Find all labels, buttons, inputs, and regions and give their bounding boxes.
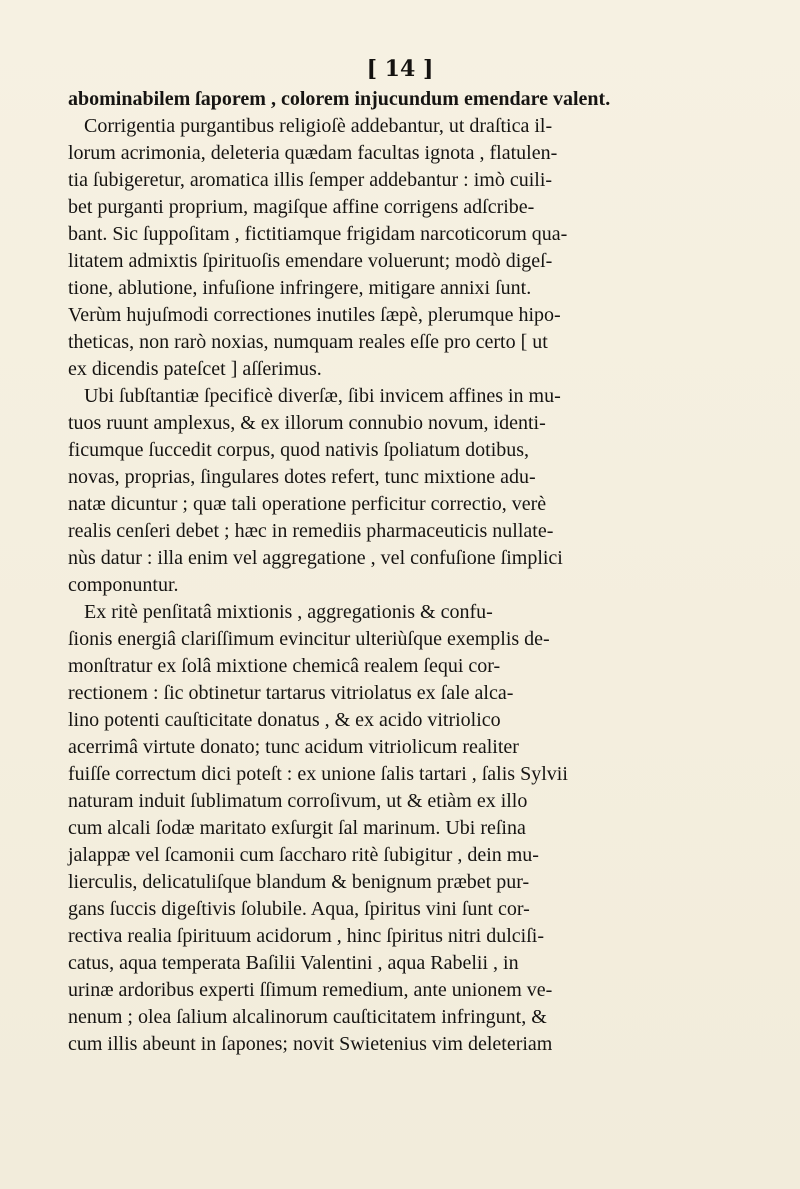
text-line: componuntur. [68,574,179,596]
text-line: natæ dicuntur ; quæ tali operatione perficitur correctio, verè [68,493,547,515]
text-line: ſionis energiâ clariſſimum evincitur ulteriùſque exemplis de- [68,628,550,650]
text-line: cum illis abeunt in ſapones; novit Swietenius vim deleteriam [68,1033,553,1055]
text-line: nenum ; olea ſalium alcalinorum cauſticitatem infringunt, & [68,1006,547,1028]
text-line: lorum acrimonia, deleteria quædam facultas ignota , flatulen- [68,142,558,164]
text-line: jalappæ vel ſcamonii cum ſaccharo ritè ſubigitur , dein mu- [68,844,539,866]
text-line: rectionem : ſic obtinetur tartarus vitriolatus ex ſale alca- [68,682,514,704]
text-line: Ex ritè penſitatâ mixtionis , aggregationis & confu- [84,601,493,623]
text-line: acerrimâ virtute donato; tunc acidum vitriolicum realiter [68,736,519,758]
text-line: realis cenſeri debet ; hæc in remediis pharmaceuticis nullate- [68,520,554,542]
text-line: gans ſuccis digeſtivis ſolubile. Aqua, ſpiritus vini ſunt cor- [68,898,530,920]
text-line: tia ſubigeretur, aromatica illis ſemper addebantur : imò cuili- [68,169,553,191]
text-line: urinæ ardoribus experti ſſimum remedium, ante unionem ve- [68,979,553,1001]
text-line: lino potenti cauſticitate donatus , & ex acido vitriolico [68,709,501,731]
text-line: Corrigentia purgantibus religioſè addebantur, ut draſtica il- [84,115,553,137]
text-line: cum alcali ſodæ maritato exſurgit ſal marinum. Ubi reſina [68,817,526,839]
text-line: novas, proprias, ſingulares dotes refert, tunc mixtione adu- [68,466,536,488]
page-number: [ 14 ] [366,56,434,82]
text-line: tione, ablutione, infuſione infringere, mitigare annixi ſunt. [68,277,532,299]
text-line: ficumque ſuccedit corpus, quod nativis ſpoliatum dotibus, [68,439,530,461]
body-text [68,86,748,1058]
text-line: Ubi ſubſtantiæ ſpecificè diverſæ, ſibi invicem affines in mu- [84,385,561,407]
text-line: tuos ruunt amplexus, & ex illorum connubio novum, identi- [68,412,546,434]
text-line: nùs datur : illa enim vel aggregatione , vel confuſione ſimplici [68,547,563,569]
text-line: theticas, non rarò noxias, numquam reales eſſe pro certo [ ut [68,331,548,353]
text-line: monſtratur ex ſolâ mixtione chemicâ realem ſequi cor- [68,655,501,677]
text-line: catus, aqua temperata Baſilii Valentini , aqua Rabelii , in [68,952,519,974]
text-line: abominabilem ſaporem , colorem injucundum emendare valent. [68,88,611,110]
text-line: bet purganti proprium, magiſque affine corrigens adſcribe- [68,196,535,218]
text-line: ex dicendis pateſcet ] aſſerimus. [68,358,322,380]
text-line: rectiva realia ſpirituum acidorum , hinc ſpiritus nitri dulciſi- [68,925,544,947]
text-line: Verùm hujuſmodi correctiones inutiles ſæpè, plerumque hipo- [68,304,561,326]
text-line: litatem admixtis ſpirituoſis emendare voluerunt; modò digeſ- [68,250,553,272]
text-line: naturam induit ſublimatum corroſivum, ut & etiàm ex illo [68,790,528,812]
text-line: lierculis, delicatuliſque blandum & benignum præbet pur- [68,871,530,893]
text-line: fuiſſe correctum dici poteſt : ex unione ſalis tartari , ſalis Sylvii [68,763,568,785]
text-line: bant. Sic ſuppoſitam , fictitiamque frigidam narcoticorum qua- [68,223,568,245]
